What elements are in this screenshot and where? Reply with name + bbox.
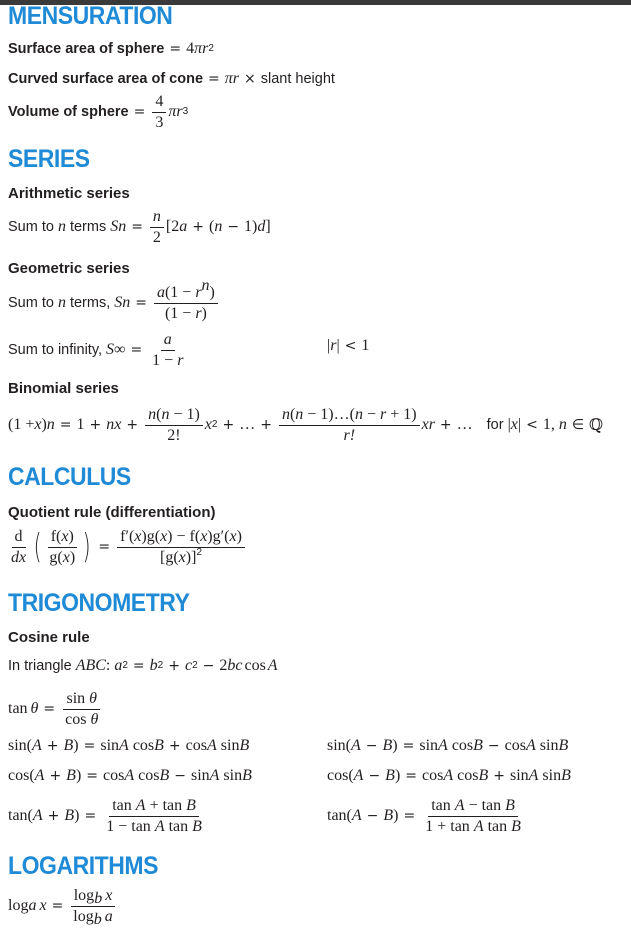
formula-cone-curved-area: Curved surface area of cone = πr × slant height (8, 70, 335, 87)
cosine-rule-title: Cosine rule (8, 629, 90, 646)
formula-binomial: (1 + x ) n = 1 + nx + $\frac{n(n - 1)}{2!}$ x 2 + … + $\frac{n(n - 1)\dots(n - r + 1)}{r!}$ x r + … for | x | < 1, n ∈ ℚ (8, 406, 603, 444)
formula-sin-diff: sin( A − B ) = sin A cos B − cos A sin B (327, 737, 569, 754)
formula-tan-theta: tan θ = $\frac{\text{sin θ}}{\text{cos θ}}$ (8, 690, 99, 728)
formula-log-change-base: log a x = $\frac{\log_b x}{\log_b a}$ (8, 887, 118, 926)
formula-geometric-sum: Sum to n terms, S n = $\frac{a(1 - r^n)}{(1 - r)}$ (8, 284, 220, 323)
binomial-series-title: Binomial series (8, 380, 119, 397)
geo-terms-label: terms, (69, 295, 111, 312)
formula-sin-sum: sin( A + B ) = sin A cos B + cos A sin B (8, 737, 250, 754)
formula-quotient-rule: $\frac{d}{dx}$ ( $\frac{f(x)}{g(x)}$ ) = $\frac{f'(x)g(x) - f(x)g'(x)}{[g(x)]^2}$ (6, 528, 247, 567)
formula-cos-sum: cos( A + B ) = cos A cos B − sin A sin B (8, 767, 252, 784)
section-heading-mensuration: MENSURATION (8, 2, 173, 30)
formula-tan-diff: tan( A − B ) = $\frac{\text{tan A − tan B}}{\text{1 + tan A tan B}}$ (327, 797, 521, 835)
geometric-series-title: Geometric series (8, 260, 130, 277)
formula-cosine-rule: In triangle ABC : a 2 = b 2 + c 2 − 2 bc cos A (8, 657, 278, 674)
triangle-label: In triangle (8, 658, 72, 674)
quotient-rule-title: Quotient rule (differentiation) (8, 504, 216, 521)
infinity-condition: | r | < 1 (327, 337, 370, 354)
sphere-area-label: Surface area of sphere (8, 41, 165, 57)
slant-height-text: slant height (260, 71, 335, 87)
formula-sphere-surface-area: Surface area of sphere = 4 πr 2 (8, 40, 214, 57)
section-heading-logarithms: LOGARITHMS (8, 852, 159, 880)
volume-label: Volume of sphere (8, 104, 129, 121)
section-heading-trigonometry: TRIGONOMETRY (8, 589, 190, 617)
formula-arithmetic-sum: Sum to n terms S n = $\frac{n}{2}$ [2 a + ( n − 1) d ] (8, 208, 271, 246)
binomial-for-label: for (486, 417, 504, 434)
infinity-label: Sum to infinity, (8, 342, 103, 359)
formula-sphere-volume: Volume of sphere = $\frac{4}{3}$ πr 3 (8, 93, 189, 131)
arith-sum-label: Sum to (8, 219, 54, 236)
geo-sum-label: Sum to (8, 295, 54, 312)
formula-geometric-infinity: Sum to infinity, S ∞ = $\frac{a}{1 - r}$ (8, 331, 184, 369)
formula-tan-sum: tan( A + B ) = $\frac{\text{tan A + tan B}}{\text{1 − tan A tan B}}$ (8, 797, 202, 835)
section-heading-calculus: CALCULUS (8, 463, 131, 491)
arithmetic-series-title: Arithmetic series (8, 185, 130, 202)
section-heading-series: SERIES (8, 145, 90, 173)
formula-cos-diff: cos( A − B ) = cos A cos B + sin A sin B (327, 767, 571, 784)
arith-terms-label: terms (69, 219, 107, 236)
cone-label: Curved surface area of cone (8, 71, 204, 87)
